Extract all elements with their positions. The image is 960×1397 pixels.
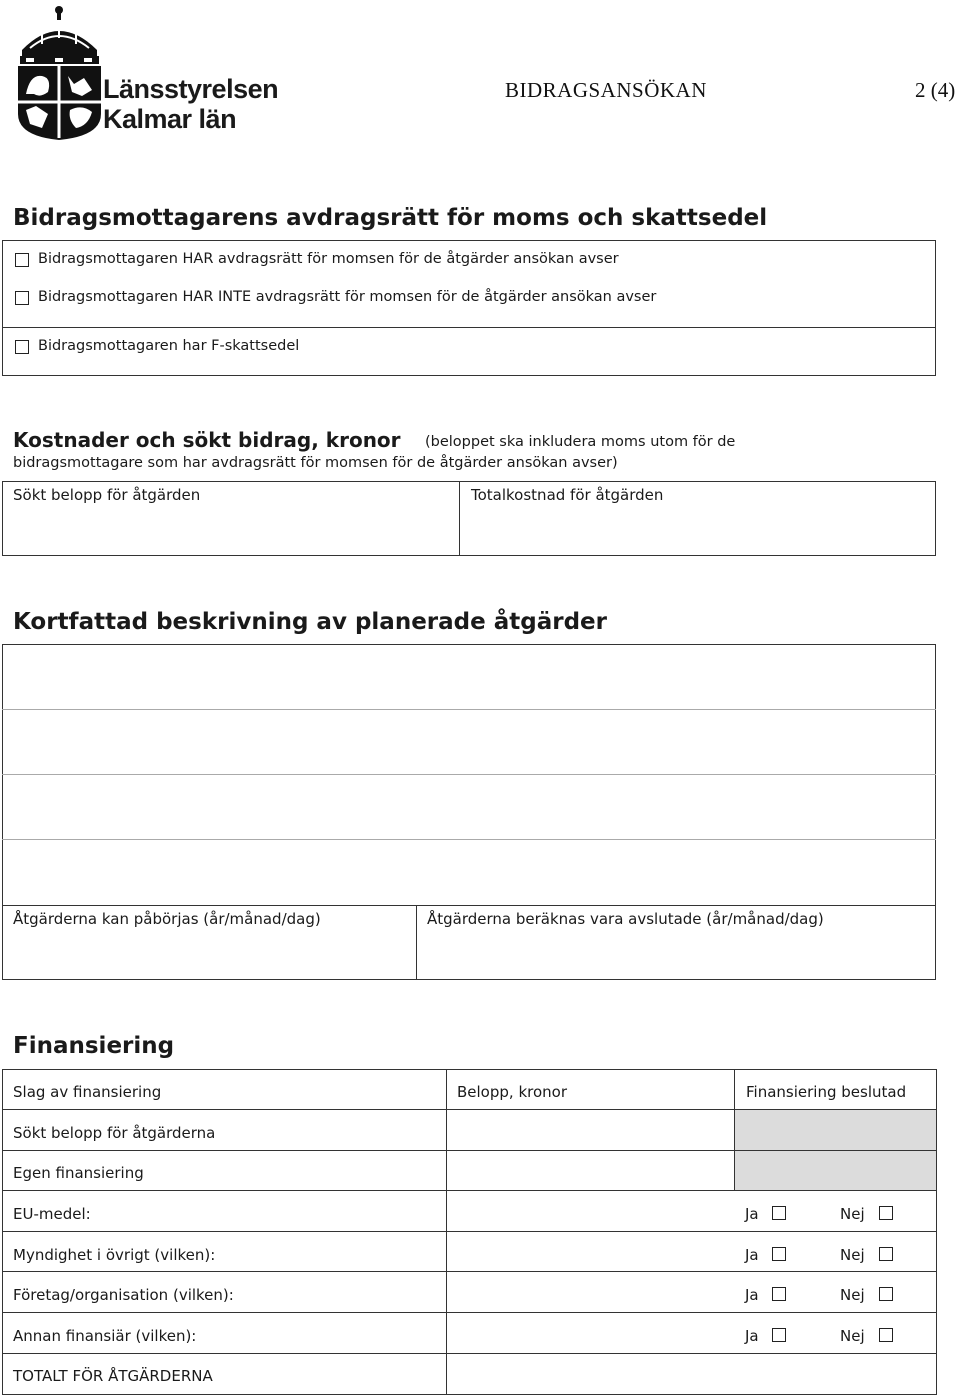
cost-note-line2: bidragsmottagare som har avdragsrätt för momsen för de åtgärder ansökan avser) <box>13 455 618 471</box>
fin-authority-amount-input[interactable] <box>447 1232 734 1271</box>
fin-eu-yes-label: Ja <box>745 1205 759 1223</box>
cost-note-line1: (beloppet ska inkludera moms utom för de <box>425 434 736 450</box>
fin-eu-amount-input[interactable] <box>447 1191 734 1231</box>
fin-authority-no-label: Nej <box>840 1246 865 1264</box>
total-cost-input[interactable] <box>461 506 935 555</box>
fin-company-no-label: Nej <box>840 1286 865 1304</box>
moms-divider <box>2 327 936 328</box>
moms-section-title: Bidragsmottagarens avdragsrätt för moms och skattsedel <box>13 205 768 231</box>
fin-own-amount-input[interactable] <box>447 1151 734 1190</box>
fin-header-type: Slag av finansiering <box>13 1083 162 1101</box>
fin-header-amount: Belopp, kronor <box>457 1083 567 1101</box>
logo-line1: Länsstyrelsen <box>103 74 279 104</box>
fin-row-eu-label: EU-medel: <box>13 1205 91 1223</box>
applied-amount-label: Sökt belopp för åtgärden <box>13 486 201 504</box>
total-cost-label: Totalkostnad för åtgärden <box>471 486 664 504</box>
fin-eu-no-checkbox[interactable] <box>879 1206 893 1220</box>
fin-authority-no-checkbox[interactable] <box>879 1247 893 1261</box>
fin-row-applied-label: Sökt belopp för åtgärderna <box>13 1124 216 1142</box>
description-section-title: Kortfattad beskrivning av planerade åtgärder <box>13 609 607 635</box>
f-skattsedel-checkbox[interactable] <box>15 340 29 354</box>
fin-row-own-label: Egen finansiering <box>13 1164 144 1182</box>
fin-company-amount-input[interactable] <box>447 1272 734 1312</box>
moms-has-deduction-label: Bidragsmottagaren HAR avdragsrätt för momsen för de åtgärder ansökan avser <box>38 251 619 267</box>
moms-no-deduction-label: Bidragsmottagaren HAR INTE avdragsrätt för momsen för de åtgärder ansökan avser <box>38 289 657 305</box>
document-title: BIDRAGSANSÖKAN <box>505 78 707 102</box>
fin-other-amount-input[interactable] <box>447 1313 734 1353</box>
fin-other-no-checkbox[interactable] <box>879 1328 893 1342</box>
lansstyrelsen-logo <box>12 2 279 142</box>
fin-row-other-label: Annan finansiär (vilken): <box>13 1327 197 1345</box>
fin-other-yes-label: Ja <box>745 1327 759 1345</box>
date-divider <box>416 905 417 980</box>
coat-of-arms-icon <box>12 2 107 142</box>
fin-authority-yes-checkbox[interactable] <box>772 1247 786 1261</box>
financing-section-title: Finansiering <box>13 1033 175 1059</box>
end-date-label: Åtgärderna beräknas vara avslutade (år/månad/dag) <box>427 910 824 928</box>
moms-no-deduction-checkbox[interactable] <box>15 291 29 305</box>
f-skattsedel-label: Bidragsmottagaren har F-skattsedel <box>38 338 300 354</box>
moms-has-deduction-checkbox[interactable] <box>15 253 29 267</box>
start-date-label: Åtgärderna kan påbörjas (år/månad/dag) <box>13 910 321 928</box>
start-date-input[interactable] <box>3 932 415 979</box>
fin-col-line <box>734 1069 735 1191</box>
description-textarea[interactable] <box>3 645 935 904</box>
description-date-divider <box>2 905 936 906</box>
fin-row-authority-label: Myndighet i övrigt (vilken): <box>13 1246 216 1264</box>
logo-wordmark <box>103 74 278 134</box>
page-number: 2 (4) <box>915 78 956 102</box>
fin-authority-yes-label: Ja <box>745 1246 759 1264</box>
end-date-input[interactable] <box>418 932 934 979</box>
fin-total-amount-input[interactable] <box>447 1354 936 1394</box>
fin-company-no-checkbox[interactable] <box>879 1287 893 1301</box>
fin-row-company-label: Företag/organisation (vilken): <box>13 1286 234 1304</box>
fin-header-decided: Finansiering beslutad <box>746 1083 907 1101</box>
fin-applied-amount-input[interactable] <box>447 1110 734 1150</box>
fin-row-total-label: TOTALT FÖR ÅTGÄRDERNA <box>13 1367 213 1385</box>
cost-section-title: Kostnader och sökt bidrag, kronor <box>13 428 401 452</box>
logo-line2: Kalmar län <box>103 104 237 134</box>
fin-company-yes-checkbox[interactable] <box>772 1287 786 1301</box>
fin-other-no-label: Nej <box>840 1327 865 1345</box>
cost-divider <box>459 481 460 556</box>
fin-other-yes-checkbox[interactable] <box>772 1328 786 1342</box>
fin-company-yes-label: Ja <box>745 1286 759 1304</box>
fin-eu-no-label: Nej <box>840 1205 865 1223</box>
applied-amount-input[interactable] <box>3 506 458 555</box>
fin-eu-yes-checkbox[interactable] <box>772 1206 786 1220</box>
